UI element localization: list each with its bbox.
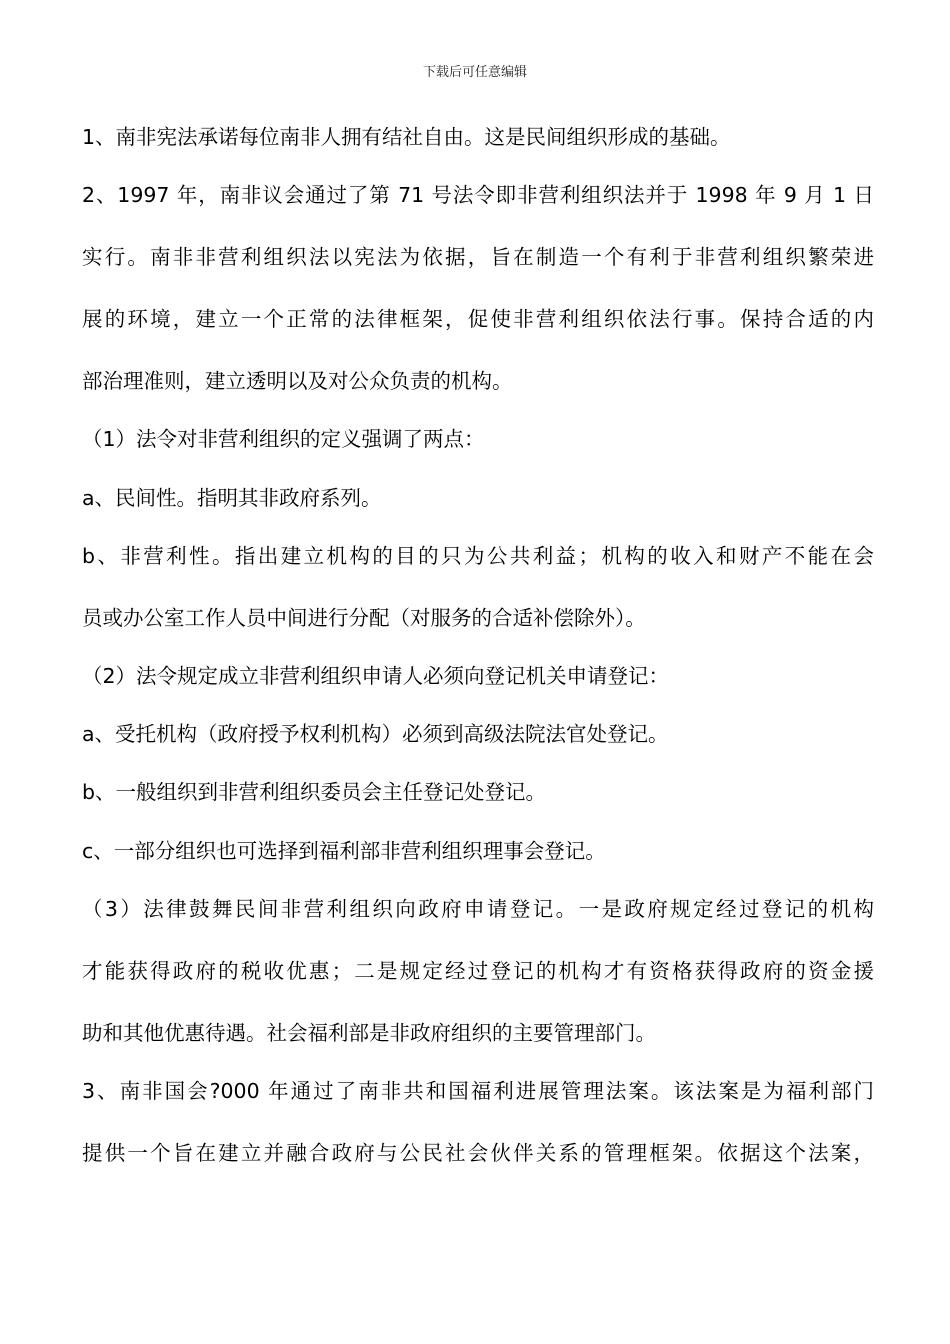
text-line: b、非营利性。指出建立机构的目的只为公共利益；机构的收入和财产不能在会: [82, 543, 874, 568]
text-line: 员或办公室工作人员中间进行分配（对服务的合适补偿除外）。: [82, 605, 646, 630]
text-line: 才能获得政府的税收优惠；二是规定经过登记的机构才有资格获得政府的资金援: [82, 958, 874, 983]
text-line: 1、南非宪法承诺每位南非人拥有结社自由。这是民间组织形成的基础。: [82, 125, 731, 149]
text-line: b、一般组织到非营利组织委员会主任登记处登记。: [82, 780, 547, 805]
document-body: [82, 117, 874, 1191]
text-line: 部治理准则，建立透明以及对公众负责的机构。: [82, 369, 513, 394]
text-line: c、一部分组织也可选择到福利部非营利组织理事会登记。: [82, 838, 606, 863]
text-line: （3）法律鼓舞民间非营利组织向政府申请登记。一是政府规定经过登记的机构: [82, 896, 874, 921]
text-line: （1）法令对非营利组织的定义强调了两点：: [82, 427, 485, 452]
page-header-caption: 下载后可任意编辑: [422, 65, 527, 80]
text-line: （2）法令规定成立非营利组织申请人必须向登记机关申请登记：: [82, 663, 670, 688]
text-line: 助和其他优惠待遇。社会福利部是非政府组织的主要管理部门。: [82, 1020, 656, 1045]
text-line: 提供一个旨在建立并融合政府与公民社会伙伴关系的管理框架。依据这个法案，: [82, 1140, 874, 1165]
text-line: a、受托机构（政府授予权利机构）必须到高级法院法官处登记。: [82, 722, 669, 747]
text-line: 2、1997 年，南非议会通过了第 71 号法令即非营利组织法并于 1998 年 9 月 1 日: [82, 183, 874, 208]
text-line: 实行。南非非营利组织法以宪法为依据，旨在制造一个有利于非营利组织繁荣进: [82, 245, 874, 270]
text-line: 展的环境，建立一个正常的法律框架，促使非营利组织依法行事。保持合适的内: [82, 307, 874, 332]
text-line: a、民间性。指明其非政府系列。: [82, 485, 382, 510]
text-line: 3、南非国会?000 年通过了南非共和国福利进展管理法案。该法案是为福利部门: [82, 1078, 874, 1103]
